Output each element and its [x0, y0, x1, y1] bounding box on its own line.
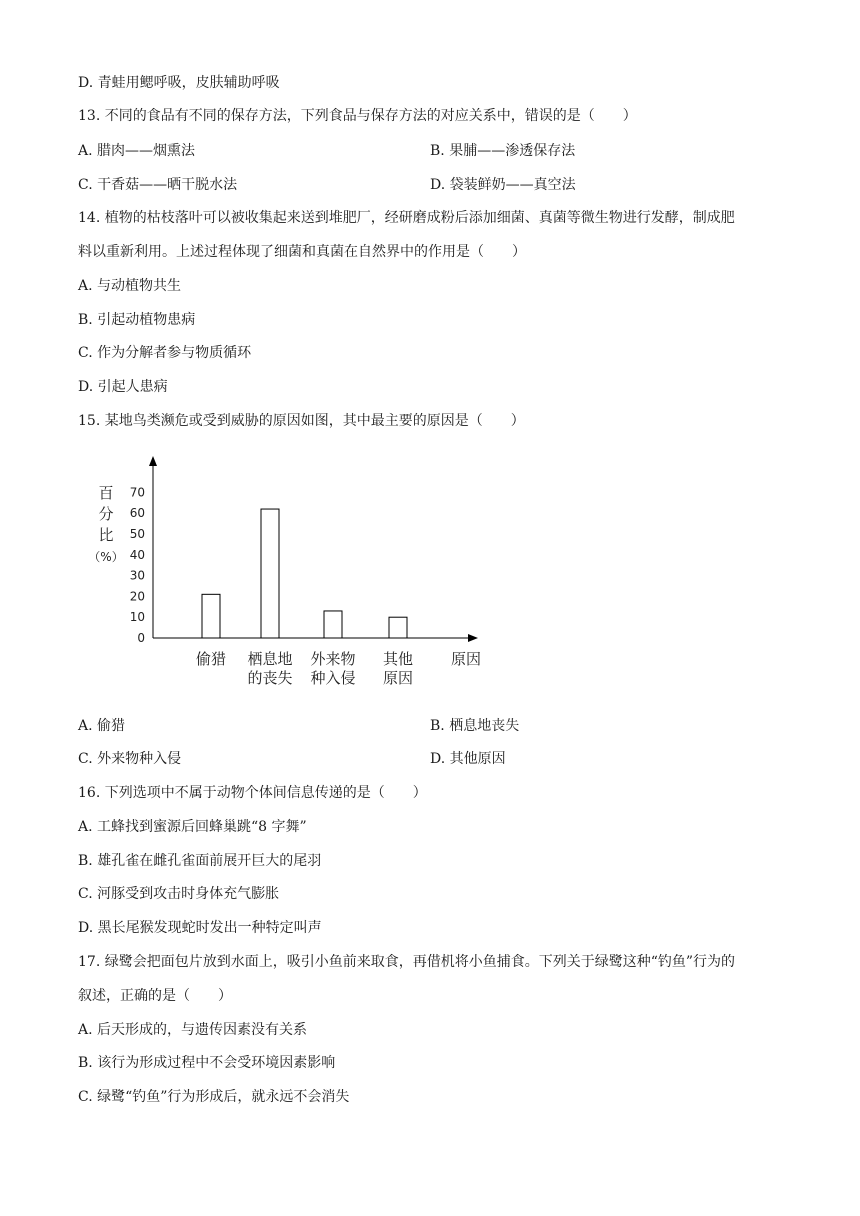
y-tick-label: 70: [129, 485, 145, 500]
q12-option-d: D. 青蛙用鳃呼吸，皮肤辅助呼吸: [78, 75, 280, 91]
y-axis-arrow: [149, 456, 157, 466]
q14-stem-line1: 14. 植物的枯枝落叶可以被收集起来送到堆肥厂，经研磨成粉后添加细菌、真菌等微生物进行发酵，制成肥: [78, 210, 735, 226]
y-tick-label: 0: [137, 631, 145, 645]
q14-option-d: D. 引起人患病: [78, 379, 168, 395]
x-tick-label: 其他: [382, 650, 414, 668]
q17-stem-line2: 叙述，正确的是（ ）: [78, 988, 232, 1004]
y-axis-label-char: 比: [98, 526, 114, 544]
q15-stem: 15. 某地鸟类濒危或受到威胁的原因如图，其中最主要的原因是（ ）: [78, 413, 525, 429]
chart-yticks: [130, 485, 145, 645]
x-tick-label: 的丧失: [247, 669, 293, 687]
x-tick-label: 种入侵: [310, 669, 356, 687]
q15-option-d: D. 其他原因: [430, 751, 506, 767]
y-tick-label: 20: [129, 589, 145, 604]
bar-1: [202, 594, 220, 638]
chart-xticks: [196, 650, 481, 687]
q13-stem: 13. 不同的食品有不同的保存方法，下列食品与保存方法的对应关系中，错误的是（ ）: [78, 108, 637, 124]
q15-option-b: B. 栖息地丧失: [430, 718, 520, 734]
y-axis-label-char: 百: [98, 484, 114, 502]
y-tick-label: 10: [129, 610, 145, 625]
q17-option-c: C. 绿鹭“钓鱼”行为形成后，就永远不会消失: [78, 1089, 350, 1105]
q15-option-a: A. 偷猎: [78, 718, 126, 734]
x-tick-label: 栖息地: [247, 650, 293, 668]
x-tick-label: 原因: [382, 669, 414, 687]
y-axis-label-char: （%）: [88, 550, 124, 564]
x-tick-label: 外来物: [310, 650, 356, 668]
q13-option-c: C. 干香菇——晒干脱水法: [78, 177, 238, 193]
q13-option-b: B. 果脯——渗透保存法: [430, 143, 576, 159]
chart-bars: [202, 509, 407, 638]
q14-option-b: B. 引起动植物患病: [78, 312, 196, 328]
bird-threat-bar-chart: [78, 448, 498, 698]
q14-stem-line2: 料以重新利用。上述过程体现了细菌和真菌在自然界中的作用是（ ）: [78, 244, 526, 260]
y-axis-label-char: 分: [98, 505, 114, 523]
q16-option-b: B. 雄孔雀在雌孔雀面前展开巨大的尾羽: [78, 853, 322, 869]
q13-option-d: D. 袋装鲜奶——真空法: [430, 177, 576, 193]
q17-option-b: B. 该行为形成过程中不会受环境因素影响: [78, 1055, 336, 1071]
y-tick-label: 40: [129, 547, 145, 562]
bar-3: [324, 611, 342, 638]
q13-option-a: A. 腊肉——烟熏法: [78, 143, 196, 159]
bar-4: [389, 617, 407, 638]
q17-option-a: A. 后天形成的，与遗传因素没有关系: [78, 1022, 308, 1038]
bar-2: [261, 509, 279, 638]
x-tick-label: 偷猎: [195, 650, 227, 668]
chart-axes: [149, 456, 478, 642]
q16-option-c: C. 河豚受到攻击时身体充气膨胀: [78, 886, 280, 902]
q16-option-a: A. 工蜂找到蜜源后回蜂巢跳“8 字舞”: [78, 819, 307, 835]
q14-option-c: C. 作为分解者参与物质循环: [78, 345, 252, 361]
x-axis-arrow: [468, 634, 478, 642]
q16-option-d: D. 黑长尾猴发现蛇时发出一种特定叫声: [78, 920, 322, 936]
q14-option-a: A. 与动植物共生: [78, 278, 182, 294]
q15-option-c: C. 外来物种入侵: [78, 751, 182, 767]
q16-stem: 16. 下列选项中不属于动物个体间信息传递的是（ ）: [78, 785, 427, 801]
y-tick-label: 60: [129, 506, 145, 521]
chart-ylabel: [88, 484, 123, 564]
q17-stem-line1: 17. 绿鹭会把面包片放到水面上，吸引小鱼前来取食，再借机将小鱼捕食。下列关于绿鹭这种“钓鱼”行为的: [78, 954, 736, 970]
x-axis-label: 原因: [450, 650, 482, 668]
y-tick-label: 30: [129, 568, 145, 583]
y-tick-label: 50: [129, 527, 145, 541]
